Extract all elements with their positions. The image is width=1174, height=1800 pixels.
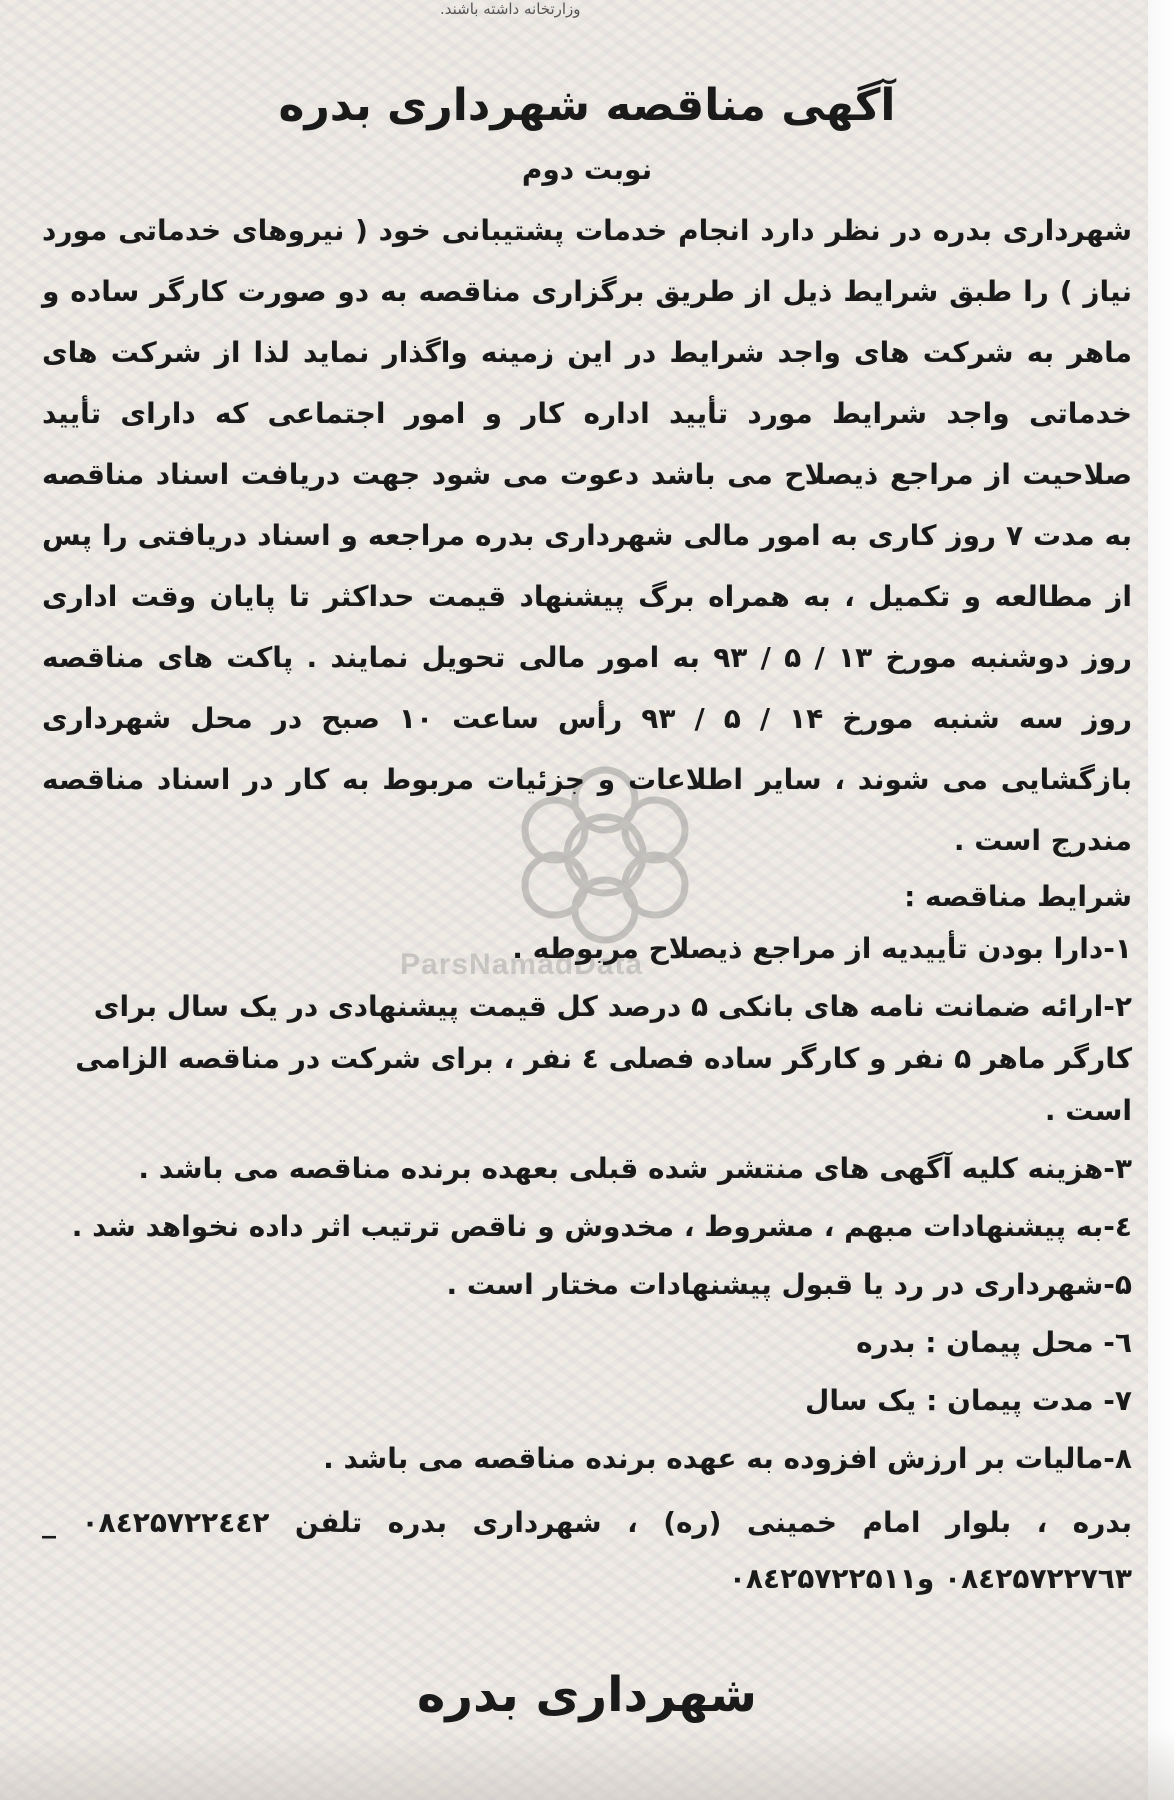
top-clipped-text: وزارتخانه داشته باشند. [440,0,581,18]
notice-body: شهرداری بدره در نظر دارد انجام خدمات پشتیبانی خود ( نیروهای خدماتی مورد نیاز ) را طبق شرایط ذیل از طریق برگزاری مناقصه به دو صورت کارگر ساده و ماهر به شرکت های واجد شرایط در این زمینه واگذار نماید لذا از شرکت های خدماتی واجد شرایط مورد تأیید اداره کار و امور اجتماعی که دارای تأیید صلاحیت از مراجع ذیصلاح می باشد دعوت می شود جهت دریافت اسناد مناقصه به مدت ۷ روز کاری به امور مالی شهرداری بدره مراجعه و اسناد دریافتی را پس از مطالعه و تکمیل ، به همراه برگ پیشنهاد قیمت حداکثر تا پایان وقت اداری روز دوشنبه مورخ ۱۳ / ۵ / ۹۳ به امور مالی تحویل نمایند . پاکت های مناقصه روز سه شنبه مورخ ۱۴ / ۵ / ۹۳ رأس ساعت ۱۰ صبح در محل شهرداری بازگشایی می شوند ، سایر اطلاعات و جزئیات مربوط به کار در اسناد مناقصه مندرج است . [42,214,1133,857]
condition-item: ٤-به پیشنهادات مبهم ، مشروط ، مخدوش و ناقص ترتیب اثر داده نخواهد شد . [71,1210,1132,1243]
condition-item: ۳-هزینه کلیه آگهی های منتشر شده قبلی بعهده برنده مناقصه می باشد . [138,1152,1132,1185]
signature-footer: شهرداری بدره [417,1667,757,1723]
notice-content [42,80,1132,1723]
condition-item: ۱-دارا بودن تأییدیه از مراجع ذیصلاح مربوطه . [512,932,1132,965]
condition-item: ۸-مالیات بر ارزش افزوده به عهده برنده مناقصه می باشد . [323,1442,1132,1475]
conditions-heading: شرایط مناقصه : [904,880,1132,913]
paper-edge-right [1148,0,1174,1800]
paper-edge-bottom [0,1730,1174,1800]
conditions-list [42,923,1132,1485]
notice-subtitle: نوبت دوم [521,153,653,186]
condition-item: ۵-شهرداری در رد یا قبول پیشنهادات مختار است . [446,1268,1132,1301]
condition-item: ٦- محل پیمان : بدره [856,1326,1132,1359]
watermark-label: ParsNamadData [400,948,644,981]
condition-item: ۷- مدت پیمان : یک سال [805,1384,1132,1417]
notice-title: آگهی مناقصه شهرداری بدره [278,80,896,131]
condition-item: ۲-ارائه ضمانت نامه های بانکی ۵ درصد کل قیمت پیشنهادی در یک سال برای کارگر ماهر ۵ نفر و کارگر ساده فصلی ٤ نفر ، برای شرکت در مناقصه الزامی است . [75,990,1132,1127]
contact-address: بدره ، بلوار امام خمینی (ره) ، شهرداری بدره تلفن ۰۸٤۲۵۷۲۲٤٤۲ _ ۰۸٤۲۵۷۲۲۷٦۳ و۰۸٤۲۵۷۲۲۵۱۱ [42,1506,1133,1595]
